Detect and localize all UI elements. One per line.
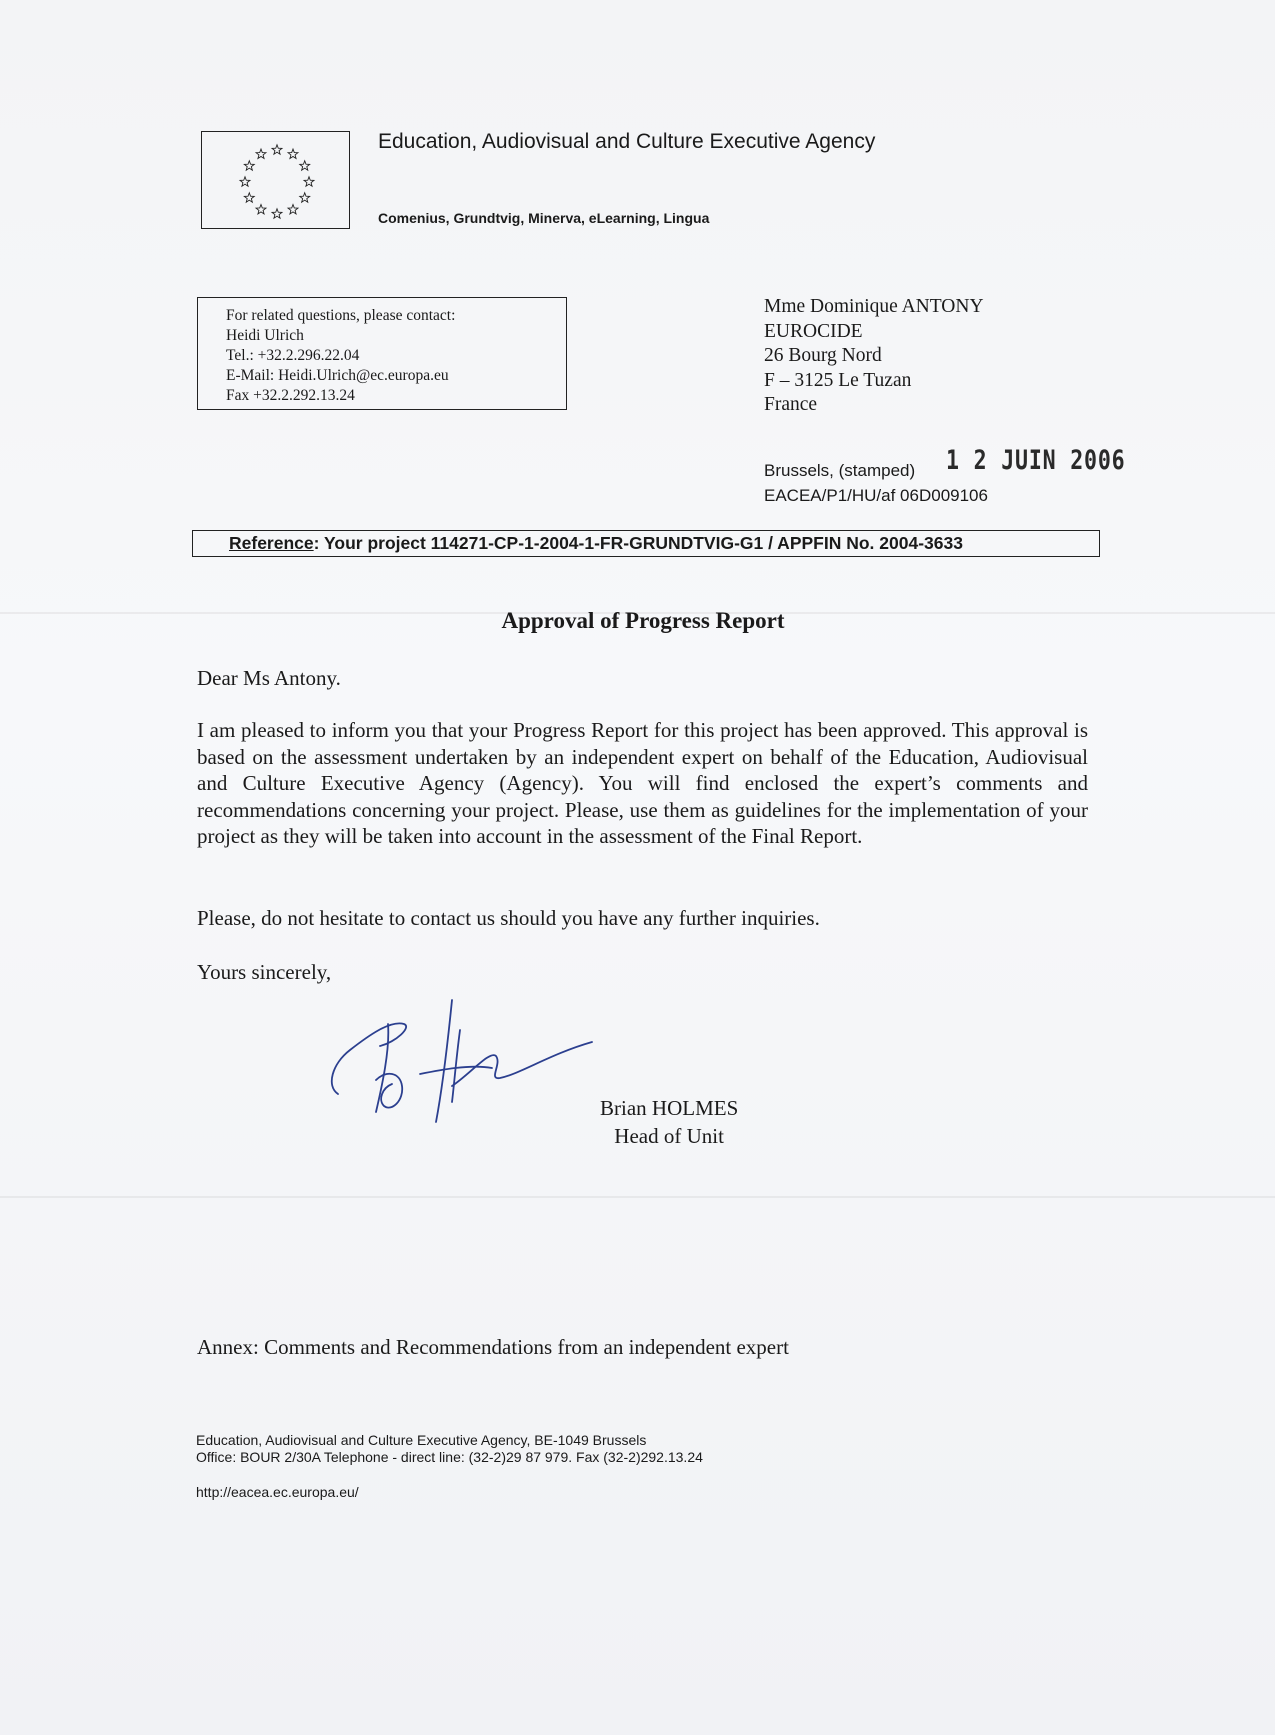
contact-line: For related questions, please contact: [226,307,456,324]
signer-block [600,1094,738,1150]
paper-fold-line [0,1196,1275,1198]
eu-flag-logo [201,131,350,229]
date-stamp: 1 2 JUIN 2006 [946,445,1126,476]
star-icon [240,177,250,186]
recipient-street: 26 Bourg Nord [764,345,882,366]
agency-name: Education, Audiovisual and Culture Executive Agency [378,130,876,153]
star-icon [304,177,314,186]
signer-name: Brian HOLMES [600,1096,739,1120]
recipient-city: F – 3125 Le Tuzan [764,369,912,391]
signer-title: Head of Unit [614,1124,724,1148]
contact-phone: Tel.: +32.2.296.22.04 [226,347,360,364]
star-icon [288,149,298,158]
star-icon [256,149,266,158]
dateline-place: Brussels, (stamped) [764,461,916,480]
footer-line-2: Office: BOUR 2/30A Telephone - direct line: (32-2)29 87 979. Fax (32-2)292.13.24 [196,1449,703,1465]
recipient-organisation: EUROCIDE [764,320,863,342]
closing: Yours sincerely, [197,960,332,984]
body-paragraph: I am pleased to inform you that your Progress Report for this project has been approved. This approval is based on the assessment undertaken by an independent expert on behalf of the Education, Audiovisual and Culture Executive Agency (Agency). You will find enclosed the expert’s comments and recommendations concerning your project. Please, use them as guidelines for the implementation of your project as they will be taken into account in the assessment of the Final Report. [197,718,1088,849]
footer-line-1: Education, Audiovisual and Culture Executive Agency, BE-1049 Brussels [196,1432,647,1448]
footer-url: http://eacea.ec.europa.eu/ [196,1484,359,1500]
star-icon [272,145,282,154]
letter-title: Approval of Progress Report [501,608,785,633]
contact-fax: Fax +32.2.292.13.24 [226,387,355,404]
recipient-country: France [764,394,818,415]
star-icon [244,161,254,170]
reference-text: : Your project 114271-CP-1-2004-1-FR-GRUNDTVIG-G1 / APPFIN No. 2004-3633 [313,533,963,553]
file-reference-code: EACEA/P1/HU/af 06D009106 [764,486,988,505]
star-icon [256,205,266,214]
star-icon [288,205,298,214]
contact-email: E-Mail: Heidi.Ulrich@ec.europa.eu [226,367,449,384]
footer-address [196,1432,703,1466]
programmes-list: Comenius, Grundtvig, Minerva, eLearning, Lingua [378,210,710,226]
body-paragraph-2: Please, do not hesitate to contact us should you have any further inquiries. [197,906,820,930]
eu-stars-icon [202,132,351,230]
star-icon [244,193,254,202]
star-icon [272,209,282,218]
recipient-address [764,295,984,418]
contact-name: Heidi Ulrich [226,327,304,344]
annex-note: Annex: Comments and Recommendations from an independent expert [197,1335,789,1359]
handwritten-signature [320,990,600,1130]
salutation: Dear Ms Antony. [197,666,341,690]
reference-box [192,530,1100,557]
recipient-name: Mme Dominique ANTONY [764,296,984,317]
contact-box [197,297,567,410]
reference-label: Reference [229,533,314,553]
star-icon [300,193,310,202]
star-icon [300,161,310,170]
